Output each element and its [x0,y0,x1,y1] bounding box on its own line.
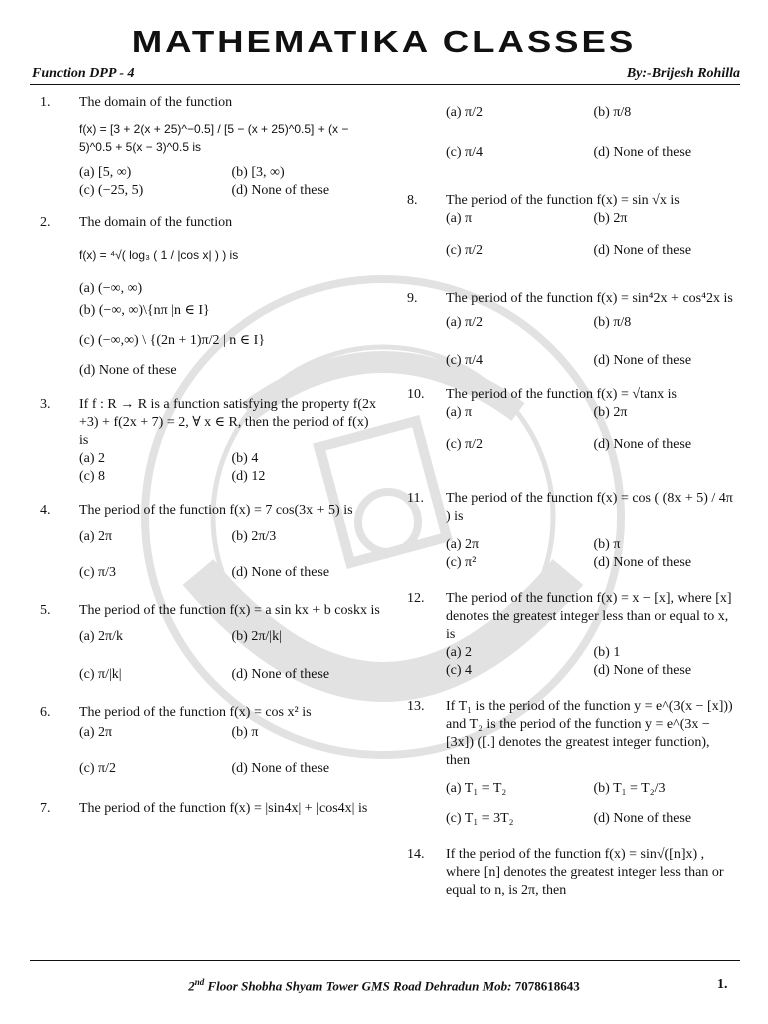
question-3: 3. If f : R → R is a function satisfying the property f(2x +3) + f(2x + 7) = 2, ∀ x ∈ R, then the period of f(x) is (a) 2 (b) 4 (c) 8 (d) 12 [40,396,380,486]
options [446,780,737,828]
option-a[interactable]: (a) 2π [79,529,113,544]
option-c[interactable]: (c) (−25, 5) [79,183,144,198]
question-text: The domain of the function [79,95,233,110]
question-text: If f : R → R is a function satisfying the property f(2x +3) + f(2x + 7) = 2, ∀ x ∈ R, then the period of f(x) is [79,397,377,448]
dpp-label: Function DPP - 4 [32,66,135,81]
option-d[interactable]: (d) None of these [231,761,330,776]
question-13: 13. If T₁ is the period of the function y = e^(3(x − [x])) and T₂ is the period of the function y = e^(3x − [3x]) ([.] denotes the greatest integer function), then (a) T₁ = T₂ (b) T₁ = T₂/3 (c) T₁ = 3T₂ (d) None of these [407,698,737,828]
option-d[interactable]: (d) 12 [231,469,266,484]
question-7: 7. The period of the function f(x) = |sin4x| + |cos4x| is [40,800,380,818]
options [446,644,737,680]
question-1: 1. The domain of the function f(x) = [3 + 2(x + 25)^−0.5] / [5 − (x + 25)^0.5] + (x − 5)^0.5 + 5(x − 3)^0.5 is (a) [5, ∞) (b) [3, ∞) (c) (−25, 5) (d) None of these [40,94,380,200]
question-14: 14. If the period of the function f(x) = sin√([n]x) , where [n] denotes the greatest integer less than or equal to n, is 2π, then [407,846,737,900]
page-number: 1. [717,977,728,992]
option-b[interactable]: (b) 2π [593,211,628,226]
question-2: 2. The domain of the function f(x) = ⁴√( log₃ ( 1 / |cos x| ) ) is (a) (−∞, ∞) (b) (−∞, ∞)\{nπ |n ∈ I} (c) (−∞,∞) \ {(2n + 1)π/2 | n ∈ I} (d) None of these [40,214,380,380]
option-d[interactable]: (d) None of these [593,353,692,368]
options [446,314,737,370]
question-9: 9. The period of the function f(x) = sin⁴2x + cos⁴2x is (a) π/2 (b) π/8 (c) π/4 (d) None of these [407,290,737,370]
option-d[interactable]: (d) None of these [593,663,692,678]
options [79,528,380,582]
question-6: 6. The period of the function f(x) = cos x² is (a) 2π (b) π (c) π/2 (d) None of these [40,704,380,778]
options [79,280,380,380]
option-b[interactable]: (b) π/8 [593,315,632,330]
option-a[interactable]: (a) 2π [79,725,113,740]
option-b[interactable]: (b) 2π [593,405,628,420]
question-text: The domain of the function [79,215,233,230]
right-column [407,94,737,915]
question-text: If the period of the function f(x) = sin√([n]x) , where [n] denotes the greatest integer less than or equal to n, is 2π, then [446,847,724,898]
option-b[interactable]: (b) 2π/|k| [231,629,282,644]
question-4: 4. The period of the function f(x) = 7 cos(3x + 5) is (a) 2π (b) 2π/3 (c) π/3 (d) None of these [40,502,380,582]
option-c[interactable]: (c) π/4 [446,145,483,160]
option-b[interactable]: (b) 4 [231,451,259,466]
option-b[interactable]: (b) (−∞, ∞)\{nπ |n ∈ I} [79,303,210,318]
question-formula: f(x) = ⁴√( log₃ ( 1 / |cos x| ) ) is [79,248,239,262]
option-a[interactable]: (a) T₁ = T₂ [446,781,507,796]
options [79,450,380,486]
option-b[interactable]: (b) π [231,725,259,740]
options [446,404,737,454]
left-column [40,94,380,833]
option-c[interactable]: (c) 8 [79,469,106,484]
question-text: The period of the function f(x) = √tanx is [446,387,677,402]
footer-address-text: Floor Shobha Shyam Tower GMS Road Dehradun Mob: [207,978,512,994]
option-b[interactable]: (b) [3, ∞) [231,165,285,180]
question-12: 12. The period of the function f(x) = x − [x], where [x] denotes the greatest integer less than or equal to x, is (a) 2 (b) 1 (c) 4 (d) None of these [407,590,737,680]
option-a[interactable]: (a) π [446,211,473,226]
question-5: 5. The period of the function f(x) = a sin kx + b coskx is (a) 2π/k (b) 2π/|k| (c) π/|k| (d) None of these [40,603,380,682]
option-b[interactable]: (b) 1 [593,645,621,660]
question-text: The period of the function f(x) = |sin4x| + |cos4x| is [79,801,368,816]
question-text: The period of the function f(x) = cos ( (8x + 5) / 4π ) is [446,491,733,524]
option-c[interactable]: (c) π/2 [446,243,483,258]
question-text: If T₁ is the period of the function y = e^(3(x − [x])) and T₂ is the period of the function y = e^(3x − [3x]) ([.] denotes the greatest integer function), then [446,699,733,768]
option-a[interactable]: (a) 2π [446,537,480,552]
options [79,724,380,778]
option-b[interactable]: (b) 2π/3 [231,529,277,544]
question-10: 10. The period of the function f(x) = √tanx is (a) π (b) 2π (c) π/2 (d) None of these [407,386,737,454]
option-a[interactable]: (a) 2 [446,645,473,660]
question-text: The period of the function f(x) = cos x² is [79,705,312,720]
option-d[interactable]: (d) None of these [231,565,330,580]
option-b[interactable]: (b) π/8 [593,105,632,120]
option-b[interactable]: (b) π [593,537,621,552]
option-a[interactable]: (a) (−∞, ∞) [79,281,143,296]
footer-address [0,977,768,994]
option-d[interactable]: (d) None of these [593,243,692,258]
subheader [32,66,740,82]
footer-rule [30,960,740,961]
question-text: The period of the function f(x) = x − [x], where [x] denotes the greatest integer less than or equal to x, is [446,591,732,642]
option-a[interactable]: (a) [5, ∞) [79,165,132,180]
question-7-options [407,104,737,162]
footer-floor: 2 [188,978,195,994]
question-8: 8. The period of the function f(x) = sin √x is (a) π (b) 2π (c) π/2 (d) None of these [407,192,737,260]
option-c[interactable]: (c) π/|k| [79,667,122,682]
option-c[interactable]: (c) π/2 [79,761,116,776]
option-d[interactable]: (d) None of these [593,145,692,160]
question-11: 11. The period of the function f(x) = cos ( (8x + 5) / 4π ) is (a) 2π (b) π (c) π² (d) None of these [407,490,737,572]
header-rule [30,84,740,85]
options [446,210,737,260]
author-label: By:-Brijesh Rohilla [626,66,740,81]
question-text: The period of the function f(x) = a sin kx + b coskx is [79,603,380,618]
option-d[interactable]: (d) None of these [593,811,692,826]
option-a[interactable]: (a) π/2 [446,315,483,330]
question-text: The period of the function f(x) = sin⁴2x + cos⁴2x is [446,291,733,306]
option-a[interactable]: (a) π [446,405,473,420]
option-c[interactable]: (c) T₁ = 3T₂ [446,811,514,826]
option-c[interactable]: (c) π/4 [446,353,483,368]
option-d[interactable]: (d) None of these [231,667,330,682]
option-c[interactable]: (c) 4 [446,663,473,678]
options [446,536,737,572]
option-c[interactable]: (c) π/3 [79,565,116,580]
option-d[interactable]: (d) None of these [231,183,330,198]
options [79,164,380,200]
question-formula: f(x) = [3 + 2(x + 25)^−0.5] / [5 − (x + 25)^0.5] + (x − 5)^0.5 + 5(x − 3)^0.5 is [79,122,349,154]
option-d[interactable]: (d) None of these [593,555,692,570]
options [446,104,737,162]
option-d[interactable]: (d) None of these [593,437,692,452]
option-a[interactable]: (a) π/2 [446,105,483,120]
option-c[interactable]: (c) π/2 [446,437,483,452]
question-text: The period of the function f(x) = 7 cos(3x + 5) is [79,503,353,518]
option-a[interactable]: (a) 2π/k [79,629,123,644]
footer-floor-sup: nd [194,977,205,987]
question-text: The period of the function f(x) = sin √x is [446,193,680,208]
option-c[interactable]: (c) π² [446,555,477,570]
footer-mobile: 7078618643 [514,978,580,994]
option-a[interactable]: (a) 2 [79,451,106,466]
page-title: MATHEMATIKA CLASSES [131,24,637,59]
option-b[interactable]: (b) T₁ = T₂/3 [593,781,666,796]
option-c[interactable]: (c) (−∞,∞) \ {(2n + 1)π/2 | n ∈ I} [79,333,266,348]
options [79,628,380,684]
option-d[interactable]: (d) None of these [79,363,177,378]
